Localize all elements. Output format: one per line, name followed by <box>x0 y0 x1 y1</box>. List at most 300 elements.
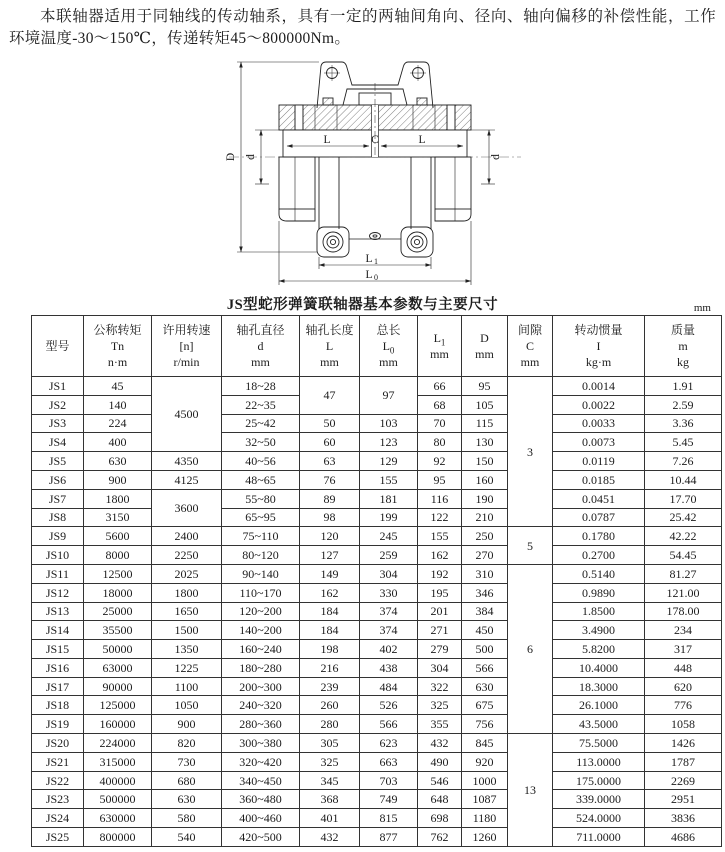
table-cell: 800000 <box>84 828 152 847</box>
table-cell: JS3 <box>32 414 84 433</box>
table-cell: 3836 <box>645 809 722 828</box>
table-cell: 18000 <box>84 583 152 602</box>
table-cell: 63 <box>300 452 360 471</box>
column-header-l1: $L_1$ mm <box>418 315 462 376</box>
table-cell: 310 <box>462 564 508 583</box>
table-cell: 0.2700 <box>553 546 645 565</box>
table-cell: 845 <box>462 734 508 753</box>
table-cell: 7.26 <box>645 452 722 471</box>
table-cell: 92 <box>418 452 462 471</box>
table-cell: 63000 <box>84 658 152 677</box>
table-cell: 81.27 <box>645 564 722 583</box>
table-cell: 76 <box>300 470 360 489</box>
table-cell: 566 <box>360 715 418 734</box>
table-row <box>32 677 722 696</box>
table-cell: 526 <box>360 696 418 715</box>
bolt-boss-right <box>401 227 433 257</box>
table-cell: 0.0073 <box>553 433 645 452</box>
table-cell: 400 <box>84 433 152 452</box>
table-cell: 304 <box>418 658 462 677</box>
column-header-allowable-speed: 许用转速 [n] r/min <box>152 315 222 376</box>
table-cell: 105 <box>462 395 508 414</box>
table-cell: 199 <box>360 508 418 527</box>
dim-label-L1-sub: 1 <box>373 256 378 266</box>
table-row <box>32 828 722 847</box>
table-cell: 90000 <box>84 677 152 696</box>
table-cell: 130 <box>462 433 508 452</box>
table-row <box>32 527 722 546</box>
table-cell: 0.0014 <box>553 376 645 395</box>
flange-bolt-right <box>417 98 427 105</box>
column-header-rated-torque: 公称转矩 Tn n·m <box>84 315 152 376</box>
table-row <box>32 376 722 395</box>
table-cell: 663 <box>360 752 418 771</box>
table-cell: 1087 <box>462 790 508 809</box>
table-cell: 127 <box>300 546 360 565</box>
table-cell: 240~320 <box>222 696 300 715</box>
table-title-row <box>0 293 725 315</box>
table-cell: 210 <box>462 508 508 527</box>
table-cell: 250 <box>462 527 508 546</box>
table-cell: 438 <box>360 658 418 677</box>
column-header-bore-length: 轴孔长度 L mm <box>300 315 360 376</box>
table-cell: 648 <box>418 790 462 809</box>
column-header-outer-diameter: D mm <box>462 315 508 376</box>
table-cell: JS18 <box>32 696 84 715</box>
table-cell: 500000 <box>84 790 152 809</box>
table-cell: 80~120 <box>222 546 300 565</box>
table-cell: 325 <box>418 696 462 715</box>
table-cell: 184 <box>300 621 360 640</box>
table-cell: 125000 <box>84 696 152 715</box>
coupling-figure <box>0 53 725 291</box>
table-cell: 18.3000 <box>553 677 645 696</box>
table-cell: 178.00 <box>645 602 722 621</box>
table-cell: 50 <box>300 414 360 433</box>
table-cell: 47 <box>300 376 360 414</box>
table-cell: 224000 <box>84 734 152 753</box>
table-cell: JS9 <box>32 527 84 546</box>
dim-label-L0: L <box>364 268 373 281</box>
table-cell: 2269 <box>645 771 722 790</box>
column-header-bore-diameter: 轴孔直径 d mm <box>222 315 300 376</box>
table-cell: 900 <box>152 715 222 734</box>
table-cell: 103 <box>360 414 418 433</box>
table-cell: JS5 <box>32 452 84 471</box>
table-cell: 115 <box>462 414 508 433</box>
table-cell: JS12 <box>32 583 84 602</box>
table-cell: 500 <box>462 640 508 659</box>
table-cell: 2.59 <box>645 395 722 414</box>
table-cell: 10.44 <box>645 470 722 489</box>
table-cell: 317 <box>645 640 722 659</box>
table-cell: 180~280 <box>222 658 300 677</box>
table-cell: 201 <box>418 602 462 621</box>
coupling-section-view <box>229 62 521 285</box>
table-cell: 400000 <box>84 771 152 790</box>
table-cell: 155 <box>418 527 462 546</box>
table-cell: 3600 <box>152 489 222 527</box>
table-cell: 448 <box>645 658 722 677</box>
column-header-total-length: 总长 $L_0$ mm <box>360 315 418 376</box>
table-cell: 524.0000 <box>553 809 645 828</box>
table-cell: 0.1780 <box>553 527 645 546</box>
table-row <box>32 640 722 659</box>
table-cell: 540 <box>152 828 222 847</box>
table-cell: 1787 <box>645 752 722 771</box>
table-row <box>32 414 722 433</box>
table-cell: 10.4000 <box>553 658 645 677</box>
table-cell: JS24 <box>32 809 84 828</box>
table-cell: 1.91 <box>645 376 722 395</box>
table-cell: 260 <box>300 696 360 715</box>
table-cell: 340~450 <box>222 771 300 790</box>
table-cell: 1.8500 <box>553 602 645 621</box>
table-cell: 630 <box>462 677 508 696</box>
table-cell: 120 <box>300 527 360 546</box>
table-cell: 3150 <box>84 508 152 527</box>
table-cell: 120~200 <box>222 602 300 621</box>
table-cell: 149 <box>300 564 360 583</box>
table-cell: 4500 <box>152 376 222 451</box>
table-cell: JS4 <box>32 433 84 452</box>
table-cell: 123 <box>360 433 418 452</box>
table-cell: JS16 <box>32 658 84 677</box>
column-header-model: 型号 <box>32 315 84 376</box>
table-cell: 374 <box>360 621 418 640</box>
table-cell: 25000 <box>84 602 152 621</box>
table-cell: 420~500 <box>222 828 300 847</box>
table-cell: 95 <box>418 470 462 489</box>
table-cell: 129 <box>360 452 418 471</box>
table-cell: 1800 <box>152 583 222 602</box>
table-cell: 4125 <box>152 470 222 489</box>
table-cell: 322 <box>418 677 462 696</box>
table-cell: 360~480 <box>222 790 300 809</box>
column-header-moment-of-inertia: 转动惯量 I kg·m <box>553 315 645 376</box>
column-header-mass: 质量 m kg <box>645 315 722 376</box>
table-cell: 4350 <box>152 452 222 471</box>
flange-bolt-left <box>323 98 333 105</box>
table-cell: 1058 <box>645 715 722 734</box>
table-cell: 97 <box>360 376 418 414</box>
table-cell: 190 <box>462 489 508 508</box>
table-cell: 1800 <box>84 489 152 508</box>
table-cell: 762 <box>418 828 462 847</box>
table-cell: 162 <box>300 583 360 602</box>
table-cell: 374 <box>360 602 418 621</box>
table-cell: 703 <box>360 771 418 790</box>
table-row <box>32 470 722 489</box>
table-cell: 315000 <box>84 752 152 771</box>
table-cell: 0.0185 <box>553 470 645 489</box>
table-cell: 245 <box>360 527 418 546</box>
table-cell: JS7 <box>32 489 84 508</box>
table-cell: 2025 <box>152 564 222 583</box>
table-cell: 630 <box>84 452 152 471</box>
table-cell: 175.0000 <box>553 771 645 790</box>
table-cell: 89 <box>300 489 360 508</box>
table-cell: 160000 <box>84 715 152 734</box>
table-cell: 22~35 <box>222 395 300 414</box>
table-cell: 675 <box>462 696 508 715</box>
table-cell: 54.45 <box>645 546 722 565</box>
table-row <box>32 752 722 771</box>
table-cell: 346 <box>462 583 508 602</box>
table-cell: 0.0787 <box>553 508 645 527</box>
table-cell: 80 <box>418 433 462 452</box>
table-cell: 2400 <box>152 527 222 546</box>
table-cell: 305 <box>300 734 360 753</box>
table-row <box>32 452 722 471</box>
table-row <box>32 489 722 508</box>
table-cell: JS20 <box>32 734 84 753</box>
dim-label-C: C <box>370 133 379 146</box>
table-cell: 0.0119 <box>553 452 645 471</box>
intro-paragraph: 本联轴器适用于同轴线的传动轴系，具有一定的两轴间角向、径向、轴向偏移的补偿性能，工作环境温度-30～150℃，传递转矩45～800000Nm。 <box>9 8 716 48</box>
table-cell: 98 <box>300 508 360 527</box>
table-cell: 162 <box>418 546 462 565</box>
table-cell: 345 <box>300 771 360 790</box>
table-unit-note: mm <box>693 301 711 314</box>
table-cell: 160 <box>462 470 508 489</box>
table-row <box>32 715 722 734</box>
table-cell: 1100 <box>152 677 222 696</box>
table-cell: 432 <box>300 828 360 847</box>
table-cell: JS14 <box>32 621 84 640</box>
table-cell: 756 <box>462 715 508 734</box>
table-cell: 270 <box>462 546 508 565</box>
spec-table-header-row <box>32 315 722 376</box>
table-cell: 402 <box>360 640 418 659</box>
table-row <box>32 658 722 677</box>
dim-label-D: D <box>224 152 237 162</box>
table-cell: JS13 <box>32 602 84 621</box>
table-cell: 25~42 <box>222 414 300 433</box>
table-cell: 0.0022 <box>553 395 645 414</box>
table-cell: 900 <box>84 470 152 489</box>
table-row <box>32 809 722 828</box>
table-cell: 280~360 <box>222 715 300 734</box>
table-cell: 55~80 <box>222 489 300 508</box>
table-cell: 3.4900 <box>553 621 645 640</box>
table-cell: 150 <box>462 452 508 471</box>
table-cell: 0.0451 <box>553 489 645 508</box>
table-cell: 43.5000 <box>553 715 645 734</box>
table-cell: 35500 <box>84 621 152 640</box>
table-cell: 630 <box>152 790 222 809</box>
dim-label-L-right: L <box>417 133 426 146</box>
table-cell: 484 <box>360 677 418 696</box>
table-cell: JS8 <box>32 508 84 527</box>
table-cell: 355 <box>418 715 462 734</box>
table-cell: 234 <box>645 621 722 640</box>
table-cell: 40~56 <box>222 452 300 471</box>
table-cell: 121.00 <box>645 583 722 602</box>
table-cell: 25.42 <box>645 508 722 527</box>
table-row <box>32 508 722 527</box>
table-cell: JS11 <box>32 564 84 583</box>
table-cell: 1180 <box>462 809 508 828</box>
spec-table <box>31 315 722 847</box>
table-cell: 216 <box>300 658 360 677</box>
table-cell: 271 <box>418 621 462 640</box>
housing-center-hole <box>369 232 380 239</box>
table-cell: 140~200 <box>222 621 300 640</box>
table-cell: 75~110 <box>222 527 300 546</box>
table-cell: 339.0000 <box>553 790 645 809</box>
table-cell: 4686 <box>645 828 722 847</box>
table-cell: 1426 <box>645 734 722 753</box>
table-cell: 200~300 <box>222 677 300 696</box>
table-cell: JS17 <box>32 677 84 696</box>
table-cell: 259 <box>360 546 418 565</box>
table-cell: 95 <box>462 376 508 395</box>
table-cell: 546 <box>418 771 462 790</box>
table-cell: 1225 <box>152 658 222 677</box>
table-cell: JS23 <box>32 790 84 809</box>
dim-label-d-right: d <box>489 154 502 160</box>
table-row <box>32 696 722 715</box>
table-cell: 8000 <box>84 546 152 565</box>
table-cell: 1000 <box>462 771 508 790</box>
table-cell: JS6 <box>32 470 84 489</box>
table-cell: 330 <box>360 583 418 602</box>
table-cell: 239 <box>300 677 360 696</box>
table-cell: 1500 <box>152 621 222 640</box>
table-cell: 110~170 <box>222 583 300 602</box>
table-cell: 432 <box>418 734 462 753</box>
table-cell: 279 <box>418 640 462 659</box>
table-cell: 2250 <box>152 546 222 565</box>
table-cell: 1260 <box>462 828 508 847</box>
table-cell: 192 <box>418 564 462 583</box>
table-cell: 6 <box>508 564 553 733</box>
table-cell: 12500 <box>84 564 152 583</box>
table-title: JS型蛇形弹簧联轴器基本参数与主要尺寸 <box>226 296 499 313</box>
table-cell: 680 <box>152 771 222 790</box>
table-cell: 815 <box>360 809 418 828</box>
table-cell: 5.8200 <box>553 640 645 659</box>
table-row <box>32 583 722 602</box>
coupling-drawing <box>183 53 543 291</box>
table-cell: 68 <box>418 395 462 414</box>
table-cell: 5.45 <box>645 433 722 452</box>
table-cell: 75.5000 <box>553 734 645 753</box>
table-cell: 1350 <box>152 640 222 659</box>
table-cell: 820 <box>152 734 222 753</box>
table-cell: 730 <box>152 752 222 771</box>
table-cell: 50000 <box>84 640 152 659</box>
column-header-clearance: 间隙 C mm <box>508 315 553 376</box>
table-cell: 0.0033 <box>553 414 645 433</box>
table-cell: 280 <box>300 715 360 734</box>
table-cell: 450 <box>462 621 508 640</box>
table-cell: 1050 <box>152 696 222 715</box>
table-row <box>32 790 722 809</box>
table-row <box>32 564 722 583</box>
table-cell: 620 <box>645 677 722 696</box>
table-cell: 776 <box>645 696 722 715</box>
table-cell: JS25 <box>32 828 84 847</box>
table-cell: 48~65 <box>222 470 300 489</box>
table-cell: 300~380 <box>222 734 300 753</box>
table-cell: 65~95 <box>222 508 300 527</box>
dim-label-L0-sub: 0 <box>373 272 378 282</box>
table-cell: 140 <box>84 395 152 414</box>
table-cell: 0.5140 <box>553 564 645 583</box>
table-cell: 400~460 <box>222 809 300 828</box>
table-cell: JS22 <box>32 771 84 790</box>
table-row <box>32 734 722 753</box>
table-cell: 90~140 <box>222 564 300 583</box>
table-cell: 26.1000 <box>553 696 645 715</box>
table-cell: 325 <box>300 752 360 771</box>
table-cell: 698 <box>418 809 462 828</box>
table-cell: 195 <box>418 583 462 602</box>
table-cell: 384 <box>462 602 508 621</box>
table-cell: 304 <box>360 564 418 583</box>
table-cell: 0.9890 <box>553 583 645 602</box>
table-cell: 749 <box>360 790 418 809</box>
table-cell: 122 <box>418 508 462 527</box>
dim-label-L-left: L <box>322 133 331 146</box>
table-row <box>32 546 722 565</box>
table-cell: JS15 <box>32 640 84 659</box>
dim-label-L1: L <box>364 252 373 265</box>
table-cell: 877 <box>360 828 418 847</box>
table-cell: 184 <box>300 602 360 621</box>
table-cell: 368 <box>300 790 360 809</box>
table-cell: 70 <box>418 414 462 433</box>
table-cell: 113.0000 <box>553 752 645 771</box>
table-cell: 17.70 <box>645 489 722 508</box>
table-cell: 580 <box>152 809 222 828</box>
table-cell: JS21 <box>32 752 84 771</box>
table-cell: 401 <box>300 809 360 828</box>
bolt-boss-left <box>317 227 349 257</box>
table-row <box>32 771 722 790</box>
table-cell: 42.22 <box>645 527 722 546</box>
table-cell: 623 <box>360 734 418 753</box>
dim-label-d-left: d <box>244 154 257 160</box>
table-cell: 2951 <box>645 790 722 809</box>
table-cell: 5600 <box>84 527 152 546</box>
table-cell: 18~28 <box>222 376 300 395</box>
table-cell: 198 <box>300 640 360 659</box>
table-cell: 66 <box>418 376 462 395</box>
table-cell: 3.36 <box>645 414 722 433</box>
table-cell: JS1 <box>32 376 84 395</box>
table-cell: 1650 <box>152 602 222 621</box>
table-cell: 13 <box>508 734 553 847</box>
table-cell: 920 <box>462 752 508 771</box>
table-cell: 60 <box>300 433 360 452</box>
table-cell: 566 <box>462 658 508 677</box>
table-cell: 3 <box>508 376 553 526</box>
table-cell: 116 <box>418 489 462 508</box>
table-cell: JS2 <box>32 395 84 414</box>
table-row <box>32 602 722 621</box>
table-cell: 45 <box>84 376 152 395</box>
table-cell: 155 <box>360 470 418 489</box>
table-cell: JS19 <box>32 715 84 734</box>
table-cell: 630000 <box>84 809 152 828</box>
table-cell: 160~240 <box>222 640 300 659</box>
table-row <box>32 433 722 452</box>
table-cell: JS10 <box>32 546 84 565</box>
table-cell: 490 <box>418 752 462 771</box>
